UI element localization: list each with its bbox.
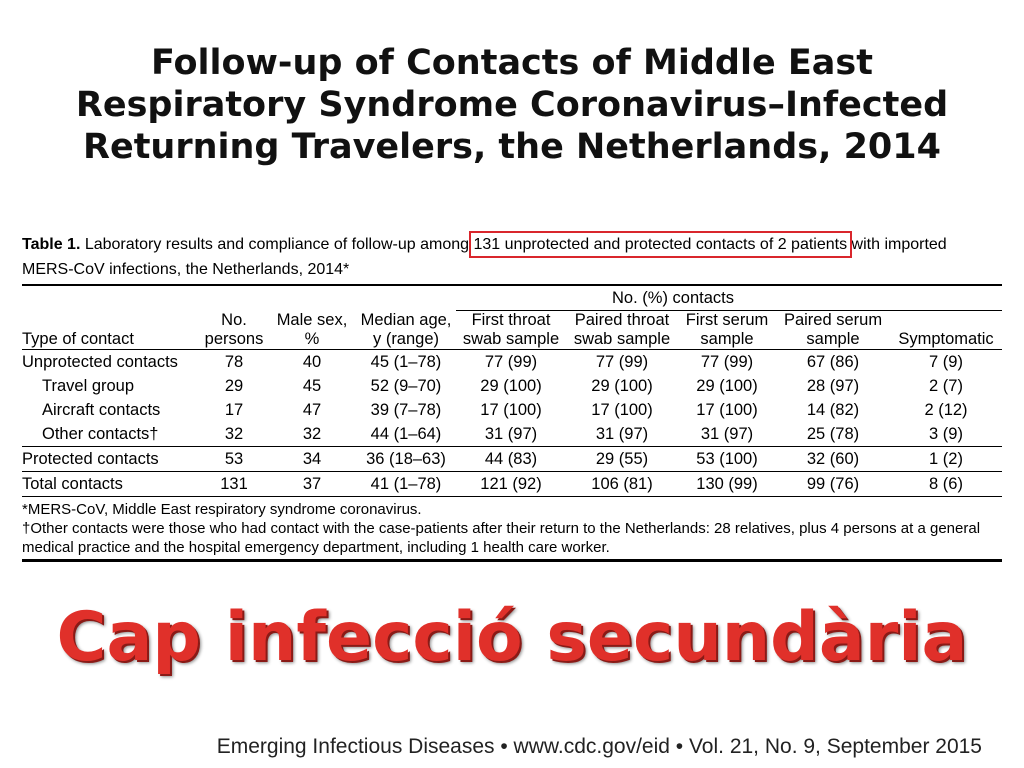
table-cell: 34 (268, 447, 356, 472)
table-cell: 77 (99) (484, 352, 538, 371)
col-header: First throat swab sample (462, 311, 560, 348)
table-cell: 131 (200, 472, 268, 497)
table-block (22, 232, 1002, 562)
table-cell: 40 (302, 352, 322, 371)
table-cell: 8 (6) (890, 472, 1002, 497)
table-cell: 1 (2) (890, 447, 1002, 472)
table-cell: 44 (1–64) (370, 424, 442, 443)
table-cell: Other contacts† (42, 424, 159, 443)
table-cell: 17 (224, 400, 244, 419)
table-cell: 17 (100) (591, 400, 653, 419)
col-header: Paired serum sample (783, 311, 883, 348)
table-cell: 32 (224, 424, 244, 443)
table-cell: 17 (100) (480, 400, 542, 419)
table-cell: 67 (86) (806, 352, 860, 371)
table-cell: Aircraft contacts (42, 400, 161, 419)
slide-title (0, 42, 1024, 168)
table-cell: 32 (302, 424, 322, 443)
table-cell: 31 (97) (595, 424, 649, 443)
table-cell: 29 (55) (566, 447, 678, 472)
table-cell: 44 (83) (456, 447, 566, 472)
table-cell: 29 (100) (696, 376, 758, 395)
table-cell: 29 (224, 376, 244, 395)
table-caption-pre: Laboratory results and compliance of follow-up among (80, 236, 474, 253)
col-header: First serum sample (685, 311, 769, 348)
table-cell: 39 (7–78) (370, 400, 442, 419)
table-cell: 7 (9) (929, 352, 963, 371)
title-line-3: Returning Travelers, the Netherlands, 2014 (83, 127, 941, 167)
table-cell: 17 (100) (696, 400, 758, 419)
table-footnotes (22, 500, 1002, 557)
table-cell: 31 (97) (700, 424, 754, 443)
col-header: No. persons (204, 311, 264, 348)
table-cell: 28 (97) (806, 376, 860, 395)
table-row (22, 374, 1002, 398)
table-cell: 31 (97) (484, 424, 538, 443)
table-row (22, 472, 1002, 497)
citation: Emerging Infectious Diseases • www.cdc.gov/eid • Vol. 21, No. 9, September 2015 (216, 735, 982, 758)
table-cell: Unprotected contacts (22, 352, 178, 371)
col-header: Paired throat swab sample (573, 311, 671, 348)
table-cell: 2 (12) (924, 400, 968, 419)
table-caption-label: Table 1. (22, 236, 81, 253)
table-bottom-rule (22, 559, 1002, 562)
highlight-box: 131 unprotected and protected contacts of 2 patients (473, 236, 848, 253)
footnote-1: *MERS-CoV, Middle East respiratory syndrome coronavirus. (22, 501, 422, 518)
table-cell: 78 (224, 352, 244, 371)
table-cell: 3 (9) (929, 424, 963, 443)
table-cell: 41 (1–78) (356, 472, 456, 497)
col-header: Male sex, % (276, 311, 348, 348)
footnote-2: †Other contacts were those who had contact with the case-patients after their return to the Netherlands: 28 relatives, plus 4 persons at a general medical practice and the hospital emergency department, including 1 health care worker. (22, 520, 981, 556)
title-line-1: Follow-up of Contacts of Middle East (151, 43, 873, 83)
table-cell: 29 (100) (591, 376, 653, 395)
table-cell: 14 (82) (806, 400, 860, 419)
table-row (22, 350, 1002, 375)
table-cell: 121 (92) (456, 472, 566, 497)
table-caption-post: with imported (847, 236, 947, 253)
table-cell: 29 (100) (480, 376, 542, 395)
table-row (22, 447, 1002, 472)
col-header: Median age, y (range) (360, 311, 452, 348)
contacts-table (22, 284, 1002, 497)
col-header: Type of contact (22, 330, 134, 348)
table-cell: 25 (78) (806, 424, 860, 443)
table-row (22, 398, 1002, 422)
table-cell: 130 (99) (678, 472, 776, 497)
table-cell: Travel group (42, 376, 135, 395)
table-cell: 99 (76) (776, 472, 890, 497)
big-red-text: Cap infecció secundària (56, 598, 968, 677)
table-cell: 37 (268, 472, 356, 497)
table-cell: 32 (60) (776, 447, 890, 472)
table-cell: 45 (1–78) (370, 352, 442, 371)
table-cell: 53 (100) (678, 447, 776, 472)
header-row (22, 311, 1002, 350)
table-cell: Protected contacts (22, 447, 200, 472)
table-cell: Total contacts (22, 472, 200, 497)
table-cell: 36 (18–63) (356, 447, 456, 472)
table-caption-line2: MERS-CoV infections, the Netherlands, 2014* (22, 261, 350, 278)
table-cell: 77 (99) (595, 352, 649, 371)
table-cell: 106 (81) (566, 472, 678, 497)
span-header: No. (%) contacts (456, 285, 890, 311)
col-header: Symptomatic (898, 330, 994, 348)
table-cell: 47 (302, 400, 322, 419)
span-header-row (22, 285, 1002, 311)
table-cell: 52 (9–70) (370, 376, 442, 395)
table-cell: 53 (200, 447, 268, 472)
title-line-2: Respiratory Syndrome Coronavirus–Infected (75, 85, 949, 125)
table-row (22, 422, 1002, 447)
table-cell: 2 (7) (929, 376, 963, 395)
table-cell: 77 (99) (700, 352, 754, 371)
table-cell: 45 (302, 376, 322, 395)
table-caption (22, 232, 1002, 282)
